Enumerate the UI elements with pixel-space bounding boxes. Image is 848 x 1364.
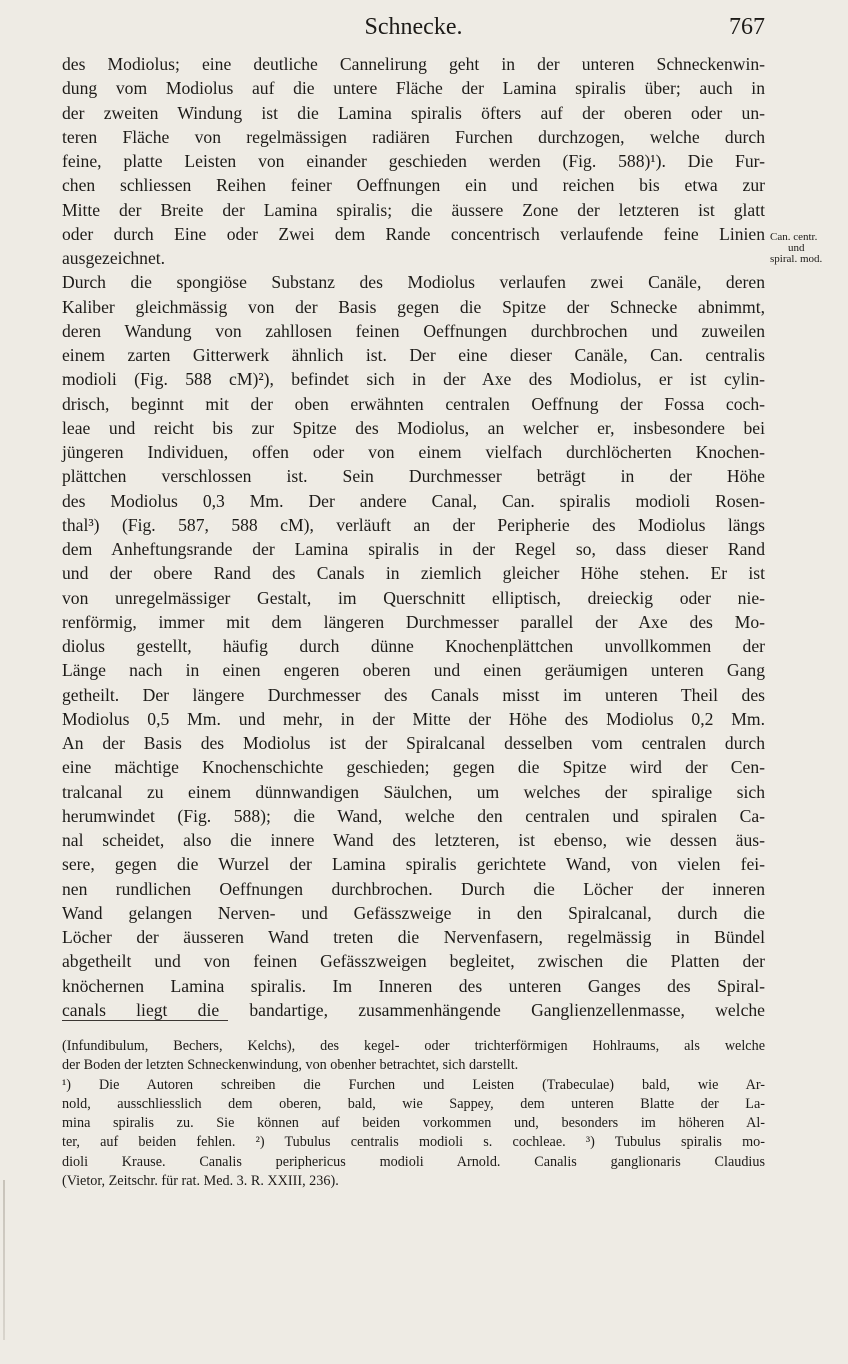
body-line: des Modiolus; eine deutliche Cannelirung geht in der unteren Schneckenwin- [62,54,765,74]
body-line: knöchernen Lamina spiralis. Im Inneren des unteren Ganges des Spiral- [62,975,765,996]
footnote-divider [62,1020,228,1021]
body-line: getheilt. Der längere Durchmesser des Canals misst im unteren Theil des [62,684,765,705]
body-line: nen rundlichen Oeffnungen durchbrochen. Durch die Löcher der inneren [62,878,765,899]
body-line: des Modiolus 0,3 Mm. Der andere Canal, Can. spiralis modioli Rosen- [62,490,765,511]
body-line: chen schliessen Reihen feiner Oeffnungen ein und reichen bis etwa zur [62,175,765,196]
body-line: dem Anheftungsrande der Lamina spiralis in der Regel so, dass dieser Rand [62,539,765,559]
page-number: 767 [729,14,765,40]
body-line: drisch, beginnt mit der oben erwähnten centralen Oeffnung der Fossa coch- [62,393,765,414]
footnote-line: (Vietor, Zeitschr. für rat. Med. 3. R. XXIII, 236). [62,1173,339,1190]
body-line: der zweiten Windung ist die Lamina spiralis öfters auf der oberen oder un- [62,102,765,123]
body-line: canals liegt die bandartige, zusammenhängende Ganglienzellenmasse, welche [62,999,765,1020]
footnote-line: nold, ausschliesslich dem oberen, bald, wie Sappey, dem unteren Blatte der La- [62,1095,765,1112]
running-head [62,14,765,46]
body-line: tralcanal zu einem dünnwandigen Säulchen, um welches der spiralige sich [62,781,765,802]
body-line: modioli (Fig. 588 cM)²), befindet sich in der Axe des Modiolus, er ist cylin- [62,369,765,390]
footnote-line: der Boden der letzten Schneckenwindung, von obenher betrachtet, sich darstellt. [62,1057,519,1074]
body-line: eine mächtige Knochenschichte geschieden; gegen die Spitze wird der Cen- [62,757,765,778]
body-text [62,52,765,1022]
body-line: diolus gestellt, häufig durch dünne Knochenplättchen unvollkommen der [62,636,765,656]
margin-note-line-1: Can. centr. [770,231,818,243]
running-title: Schnecke. [364,14,463,40]
body-line: einem zarten Gitterwerk ähnlich ist. Der eine dieser Canäle, Can. centralis [62,345,765,365]
footnote-line: dioli Krause. Canalis periphericus modioli Arnold. Canalis ganglionaris Claudius [62,1153,765,1170]
body-line: und der obere Rand des Canals in ziemlich gleicher Höhe stehen. Er ist [62,563,765,584]
footnote-line: ¹) Die Autoren schreiben die Furchen und Leisten (Trabeculae) bald, wie Ar- [62,1076,765,1093]
body-line: leae und reicht bis zur Spitze des Modiolus, an welcher er, insbesondere bei [62,417,765,438]
body-line: Modiolus 0,5 Mm. und mehr, in der Mitte der Höhe des Modiolus 0,2 Mm. [62,708,765,729]
body-line: deren Wandung von zahllosen feinen Oeffnungen durchbrochen und zuweilen [62,320,765,341]
body-line: An der Basis des Modiolus ist der Spiralcanal desselben vom centralen durch [62,733,765,753]
body-line: von unregelmässiger Gestalt, im Querschnitt elliptisch, dreieckig oder nie- [62,587,765,608]
body-line: Löcher der äusseren Wand treten die Nervenfasern, regelmässig in Bündel [62,927,765,947]
footnote-line: ter, auf beiden fehlen. ²) Tubulus centralis modioli s. cochleae. ³) Tubulus spiralis mo- [62,1134,765,1151]
body-line: thal³) (Fig. 587, 588 cM), verläuft an der Peripherie des Modiolus längs [62,514,765,535]
body-line: Wand gelangen Nerven- und Gefässzweige in den Spiralcanal, durch die [62,902,765,923]
body-line: plättchen verschlossen ist. Sein Durchmesser beträgt in der Höhe [62,466,765,487]
body-line: Kaliber gleichmässig von der Basis gegen die Spitze der Schnecke abnimmt, [62,296,765,317]
margin-note-line-3: spiral. mod. [770,253,823,265]
footnote-line: mina spiralis zu. Sie können auf beiden vorkommen und, besonders im höheren Al- [62,1115,765,1132]
body-line: teren Fläche von regelmässigen radiären Furchen durchzogen, welche durch [62,126,765,147]
body-line: nal scheidet, also die innere Wand des letzteren, ist ebenso, wie dessen äus- [62,830,765,850]
page-edge-mark [3,1180,5,1340]
body-line: dung vom Modiolus auf die untere Fläche der Lamina spiralis über; auch in [62,78,765,99]
body-line: feine, platte Leisten von einander geschieden werden (Fig. 588)¹). Die Fur- [62,151,765,171]
body-line: abgetheilt und von feinen Gefässzweigen begleitet, zwischen die Platten der [62,951,765,972]
body-line: Mitte der Breite der Lamina spiralis; die äussere Zone der letzteren ist glatt [62,199,765,220]
body-line: herumwindet (Fig. 588); die Wand, welche den centralen und spiralen Ca- [62,805,765,826]
body-line: ausgezeichnet. [62,248,166,268]
footnotes [62,1037,765,1191]
body-line: sere, gegen die Wurzel der Lamina spiralis gerichtete Wand, von vielen fei- [62,854,765,875]
body-line: oder durch Eine oder Zwei dem Rande concentrisch verlaufende feine Linien [62,223,765,244]
margin-note-line-2: und [788,242,805,254]
footnote-line: (Infundibulum, Bechers, Kelchs), des kegel- oder trichterförmigen Hohlraums, als welche [62,1038,765,1054]
body-line: jüngeren Individuen, offen oder von einem vielfach durchlöcherten Knochen- [62,442,765,462]
body-line: Länge nach in einen engeren oberen und einen geräumigen unteren Gang [62,660,765,681]
body-line: renförmig, immer mit dem längeren Durchmesser parallel der Axe des Mo- [62,611,765,632]
body-line: Durch die spongiöse Substanz des Modiolus verlaufen zwei Canäle, deren [62,272,765,293]
